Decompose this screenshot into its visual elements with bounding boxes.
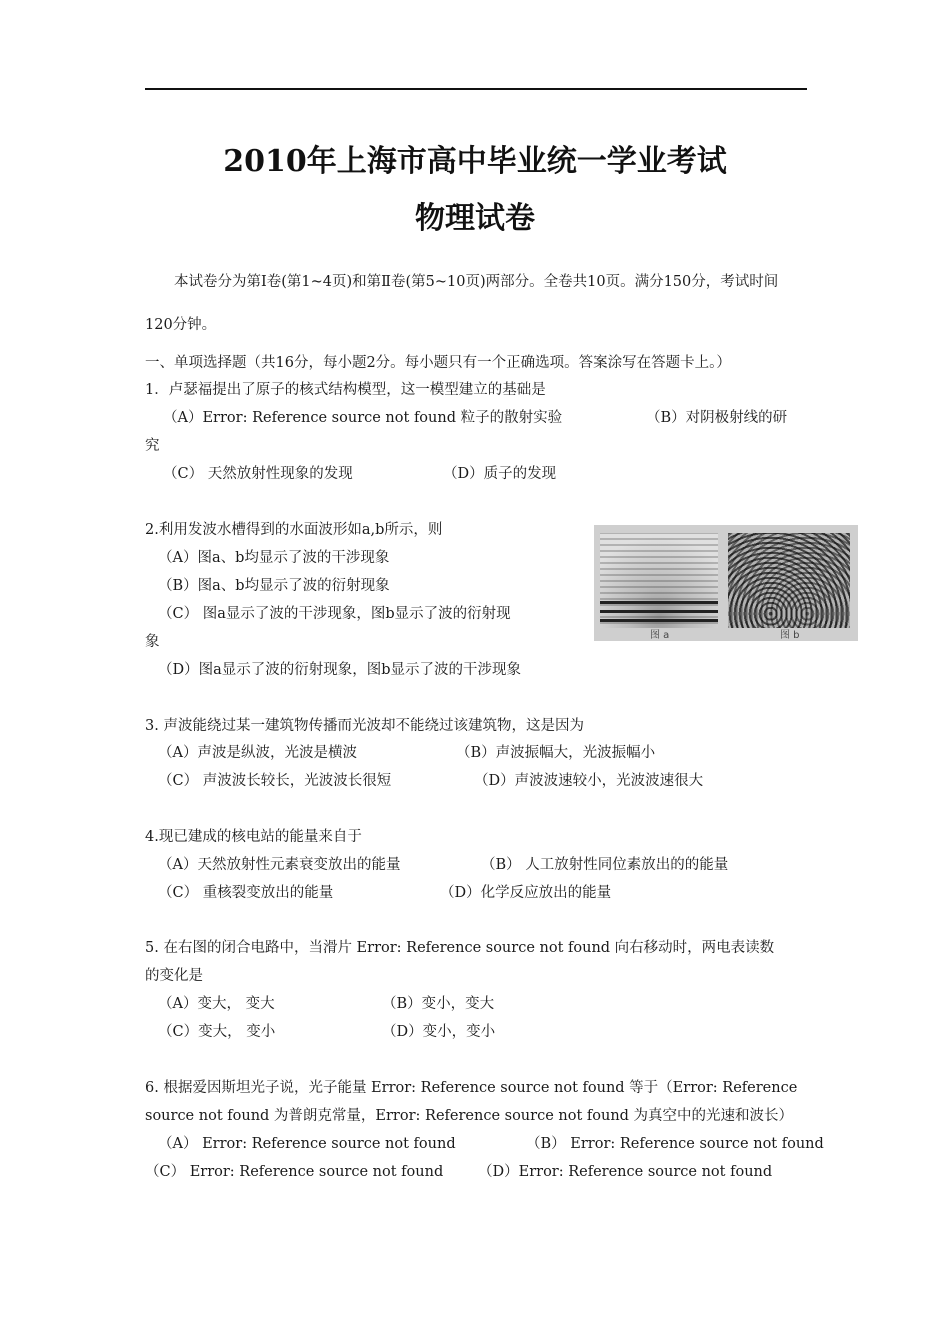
q6-option-c: （C） Error: Reference source not found xyxy=(145,1164,444,1180)
q6-stem: 6. 根据爱因斯坦光子说，光子能量 Error: Reference source not found 等于（Error: Reference xyxy=(145,1080,798,1096)
q6-option-b: （B） Error: Reference source not found xyxy=(526,1136,824,1152)
intro-text-cont: 120分钟。 xyxy=(145,317,217,333)
q6-option-d: （D）Error: Reference source not found xyxy=(478,1164,773,1180)
q3-option-c: （C） 声波波长较长，光波波长很短 xyxy=(158,773,392,789)
exam-subtitle: 物理试卷 xyxy=(415,201,535,236)
q3-option-d: （D）声波波速较小，光波波速很大 xyxy=(474,773,704,789)
q3-stem: 3. 声波能绕过某一建筑物传播而光波却不能绕过该建筑物，这是因为 xyxy=(145,718,584,734)
q5-option-d: （D）变小，变小 xyxy=(382,1024,496,1040)
header-rule xyxy=(145,88,807,90)
figure-b-image xyxy=(728,533,850,628)
intro-text: 本试卷分为第Ⅰ卷(第1~4页)和第Ⅱ卷(第5~10页)两部分。全卷共10页。满分150分，考试时间 xyxy=(174,274,779,290)
q4-option-a: （A）天然放射性元素衰变放出的能量 xyxy=(158,857,401,873)
water-wave-figure xyxy=(594,525,858,641)
q3-option-b: （B）声波振幅大，光波振幅小 xyxy=(456,745,656,761)
q5-stem: 5. 在右图的闭合电路中，当滑片 Error: Reference source not found 向右移动时，两电表读数 xyxy=(145,940,775,956)
q2-option-a: （A）图a、b均显示了波的干涉现象 xyxy=(158,550,390,566)
q1-option-b: （B）对阴极射线的研 xyxy=(646,410,788,426)
q1-option-d: （D）质子的发现 xyxy=(443,466,557,482)
q4-option-b: （B） 人工放射性同位素放出的的能量 xyxy=(481,857,729,873)
q6-option-a: （A） Error: Reference source not found xyxy=(158,1136,456,1152)
q1-stem: 1．卢瑟福提出了原子的核式结构模型，这一模型建立的基础是 xyxy=(145,382,546,398)
exam-title: 2010年上海市高中毕业统一学业考试 xyxy=(223,144,727,179)
figure-a-image xyxy=(600,533,718,628)
figure-a-caption: 图 a xyxy=(650,630,670,641)
q5-option-c: （C）变大， 变小 xyxy=(158,1024,276,1040)
figure-b-caption: 图 b xyxy=(780,630,800,641)
q5-option-a: （A）变大， 变大 xyxy=(158,996,275,1012)
q3-option-a: （A）声波是纵波，光波是横波 xyxy=(158,745,357,761)
q2-option-c: （C） 图a显示了波的干涉现象，图b显示了波的衍射现 xyxy=(158,606,511,622)
q1-option-c: （C） 天然放射性现象的发现 xyxy=(163,466,353,482)
q4-option-d: （D）化学反应放出的能量 xyxy=(440,885,612,901)
q6-stem-cont: source not found 为普朗克常量，Error: Reference source not found 为真空中的光速和波长） xyxy=(145,1108,794,1124)
q1-option-a: （A）Error: Reference source not found 粒子的散射实验 xyxy=(163,410,563,426)
q2-option-d: （D）图a显示了波的衍射现象，图b显示了波的干涉现象 xyxy=(158,662,522,678)
q4-option-c: （C） 重核裂变放出的能量 xyxy=(158,885,334,901)
q4-stem: 4.现已建成的核电站的能量来自于 xyxy=(145,829,362,845)
q5-stem-cont: 的变化是 xyxy=(145,968,203,984)
q5-option-b: （B）变小，变大 xyxy=(382,996,495,1012)
section-heading: 一、单项选择题（共16分，每小题2分。每小题只有一个正确选项。答案涂写在答题卡上。） xyxy=(145,355,731,371)
q2-stem: 2.利用发波水槽得到的水面波形如a,b所示，则 xyxy=(145,522,443,538)
q2-option-c-wrap: 象 xyxy=(145,634,160,650)
q1-option-b-wrap: 究 xyxy=(145,438,160,454)
q2-option-b: （B）图a、b均显示了波的衍射现象 xyxy=(158,578,390,594)
